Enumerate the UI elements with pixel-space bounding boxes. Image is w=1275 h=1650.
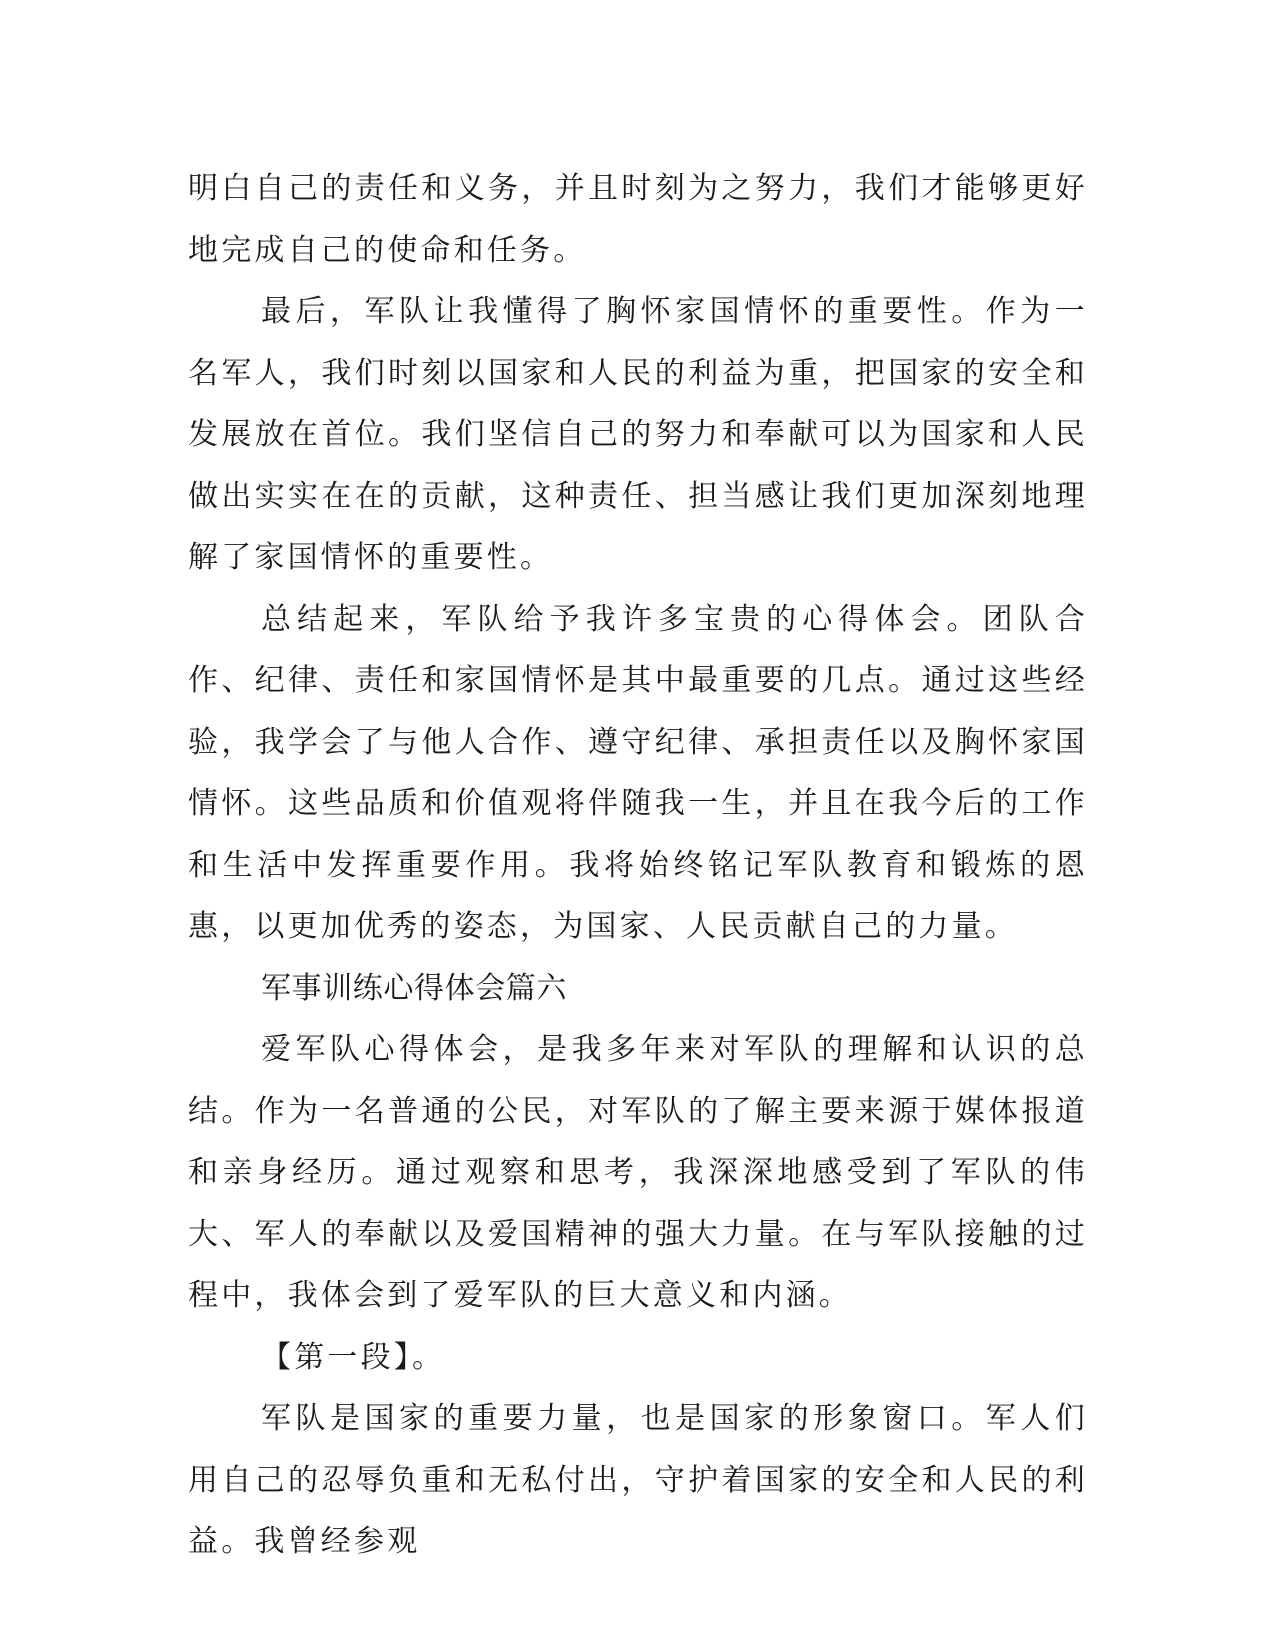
paragraph-summary: 总结起来，军队给予我许多宝贵的心得体会。团队合作、纪律、责任和家国情怀是其中最重要的几点。通过这些经验，我学会了与他人合作、遵守纪律、承担责任以及胸怀家国情怀。这些品质和价值观将伴随我一生，并且在我今后的工作和生活中发挥重要作用。我将始终铭记军队教育和锻炼的恩惠，以更加优秀的姿态，为国家、人民贡献自己的力量。: [188, 601, 1088, 944]
paragraph-intro: 爱军队心得体会，是我多年来对军队的理解和认识的总结。作为一名普通的公民，对军队的了解主要来源于媒体报道和亲身经历。通过观察和思考，我深深地感受到了军队的伟大、军人的奉献以及爱国精神的强大力量。在与军队接触的过程中，我体会到了爱军队的巨大意义和内涵。: [188, 1032, 1088, 1313]
paragraph-patriotism: 最后，军队让我懂得了胸怀家国情怀的重要性。作为一名军人，我们时刻以国家和人民的利益为重，把国家的安全和发展放在首位。我们坚信自己的努力和奉献可以为国家和人民做出实实在在的贡献，这种责任、担当感让我们更加深刻地理解了家国情怀的重要性。: [188, 294, 1088, 575]
paragraph-section-marker: 【第一段】。: [261, 1339, 446, 1375]
section-heading: 军事训练心得体会篇六: [261, 970, 567, 1006]
paragraph-army-importance: 军队是国家的重要力量，也是国家的形象窗口。军人们用自己的忍辱负重和无私付出，守护着国家的安全和人民的利益。我曾经参观: [188, 1401, 1088, 1559]
document-body: [188, 158, 1088, 1573]
paragraph-continued: 明白自己的责任和义务，并且时刻为之努力，我们才能够更好地完成自己的使命和任务。: [188, 171, 1088, 268]
